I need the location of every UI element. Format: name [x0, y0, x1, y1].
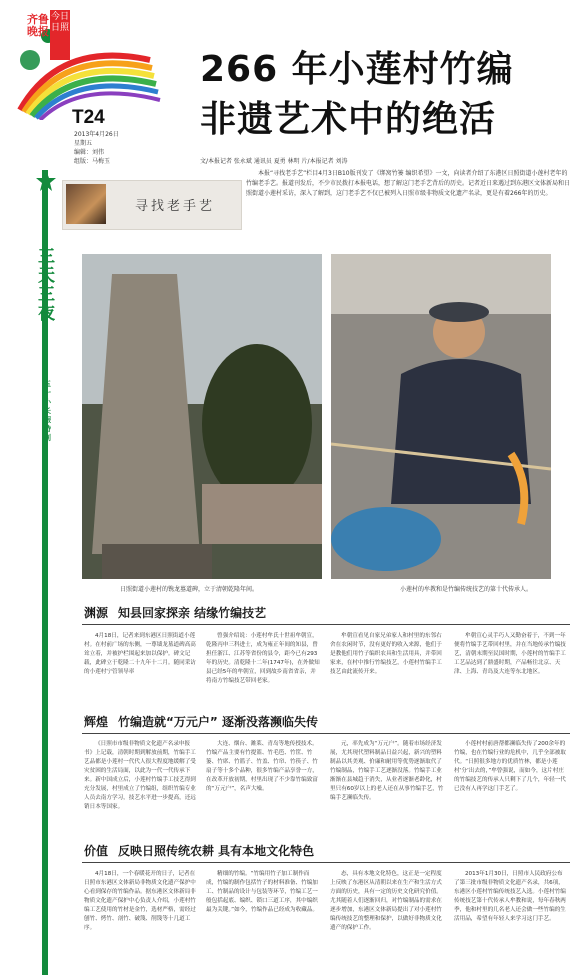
- section-origin-col-2: 曾强介绍说：小莲村牟氏十世祖牟朝宣，乾隆丙申三科进士，成为雍正年间的知县，曾担任浙江、江苏等省份的县令，距今已有293年的历史。清乾隆十二年(1747年)，在外做知县已经5年的牟朝宣，回到故乡南省省亲，并将南方竹编技艺带回老家。: [206, 633, 320, 684]
- stele-photo: [82, 254, 322, 579]
- section-glory-col-1: 《日照市市级非物质文化遗产名录申报书》上记载，清朝时期到解放前期，竹编手工艺品都是小莲村一代代人很大程度地缓解了受灾贫困的生活局面，以此为一代一代传承下来。新中国成立后，小莲村竹编手工技艺得到充分发展，村里成立了竹编组，组织竹编专业人员去南方学习，技艺水平进一步提高，还远销日本等国家。: [84, 741, 196, 810]
- page-number: T24: [72, 107, 105, 128]
- craftsman-thumbnail: [66, 184, 106, 224]
- section-title: 反映日照传统农耕 具有本地文化特色: [118, 844, 315, 858]
- headline: [200, 45, 575, 145]
- section-tag: 辉煌: [84, 715, 109, 729]
- section-rule: [82, 862, 570, 863]
- section-value-col-1: 4月18日，一个春暖花开的日子，记者在日照市东港区文体新局非物质文化遗产保护中心看到保存的竹编作品。据东港区文体新局非物质文化遗产保护中心负责人介绍，小莲村竹编工艺使用的竹材是金竹，选材严格，需经过刨竹、烤竹、剖竹、破篾、削篾等十几道工序。: [84, 871, 196, 931]
- issue-weekday: 星期五: [74, 140, 93, 147]
- rainbow-swirl-art: [0, 0, 170, 120]
- section-rule: [82, 624, 570, 625]
- section-value-col-3: 态，具有本地文化特色，这正是一定程度上反映了东港区从清朝以来在生产和生活方式方面的历史，具有一定的历史文化研究价值。尤其随着人们逐渐回归，对竹编制品的需求在逐步增加，东港区文体新局提出了对小莲村竹编传统技艺的整理和保护，以做好非物质文化遗产的保护工作。: [330, 871, 442, 931]
- today-tag: 今日日照: [50, 10, 70, 60]
- craftsman-photo: [331, 254, 551, 579]
- section-glory-col-3: 元，率先成为“万元户”。随着市场经济发展，尤其现代塑料制品日益兴起，新兴的塑料制品以其美观、价廉和耐用等优势逐渐取代了竹编制品，竹编手工艺逐渐没落。竹编手工业渐渐在县城趋于消失，从业者逐渐老龄化，村里只有60岁以上的老人还在从事竹编手艺，竹编手艺濒临失传。: [330, 741, 444, 801]
- paper-name: 齐鲁晚报: [27, 13, 49, 38]
- craftsman-photo-caption: 小莲村的牟教和是竹编传统技艺的第十代传承人。: [400, 586, 533, 593]
- section-rule: [82, 733, 570, 734]
- section-glory-col-2: 大连、烟台、潍莱、青岛等地传授技术。竹编产品主要有竹提篮、竹毛笆、竹筐、竹篓、竹席、竹篮子、竹盖、竹帘、竹筷子、竹扇子等十多个品种，很多竹编产品享誉一方，在改革开放初期，村里出现了不少靠竹编致富的“万元户”，名声大噪。: [206, 741, 318, 792]
- issue-date: 2013年4月26日: [74, 131, 119, 138]
- headline-line-2: 非遗艺术中的绝活: [200, 99, 497, 140]
- section-origin-col-4: 牟朝宣心灵手巧人又勤奋着于，不到一年便将竹编手艺带回村里，并在当地传承竹编技艺，清朝末期至民国时期，小莲村的竹编手工工艺品达到了鼎盛时期，产品畅往北京、天津、上海、青岛及大连等东北地区。: [454, 633, 566, 675]
- section-origin-col-3: 牟朝宣看见自家兄弟家人和村里的东邻右舍在农闲时节，没有更好的收入来源，他们于是教他们用竹子编织农具和生活用具，并带回家来，在村中推行竹编技艺，小莲村竹编手工技艺由此流传开来。: [330, 633, 442, 675]
- section-tag: 渊源: [84, 606, 109, 620]
- section-origin-col-1: 4月18日，记者来到东港区日照街道小莲村。在村前广场的东侧，一尊墙龙墓道碑高高耸立着，并被护栏围起来加以保护。碑文记载，此碑立于乾隆二十九年十二月。随同采访的小莲村宁管领导率: [84, 633, 196, 675]
- editor-credit: 编辑：刘伟: [74, 149, 105, 156]
- headline-line-1: 266 年小莲村竹编: [200, 49, 514, 90]
- section-value-col-2: 精细的竹编。“竹编用竹子加工制作而成，竹编的制作包括竹子的材料准备、竹编加工、竹制品的设计与包装等环节，竹编工艺一般包括起底、编织、锁口三道工序，其中编织最为关键。”如今，竹编作品已经成为收藏品。: [206, 871, 318, 913]
- section-glory-header: [82, 713, 570, 729]
- column-subtitle: 五一小长假特刊: [44, 380, 51, 442]
- section-title: 竹编造就“万元户” 逐渐没落濒临失传: [118, 715, 318, 729]
- section-glory-col-4: 小莲村村前唐帮都濒临失传了200余年的竹编，也在竹编行业的危机中，几乎全部被取代。“日照很多地方的优质竹林，都是小莲村‘分’出去的，”牟曾强说，而如今，这片村庄的竹编技艺的传承人只剩下了几个，年轻一代已没有人再学这门手艺了。: [454, 741, 566, 792]
- section-origin-header: [82, 604, 570, 620]
- section-value-col-4: 2013年1月30日，日照市人民政府公布了第三批市级非物质文化遗产名录，共6项，东港区小莲村竹编传统技艺入选。小莲村竹编传统技艺第十代传承人牟教和说，每年春秋两季，他和村里的几名老人还会做一些竹编的生活用品，希望有年轻人来学习这门手艺。: [454, 871, 566, 922]
- section-value-header: [82, 842, 570, 858]
- search-banner-label: 寻找老手艺: [135, 199, 216, 214]
- section-tag: 价值: [84, 844, 109, 858]
- layout-credit: 组版：马梅玉: [74, 158, 111, 165]
- column-name: 三天三夜: [38, 247, 55, 324]
- byline: 文/本报记者 张永斌 通讯员 夏勇 林明 片/本报记者 刘涛: [200, 158, 348, 165]
- issue-meta: [74, 130, 174, 166]
- stele-photo-caption: 日照街道小莲村的镌龙墓道碑，立于清朝乾隆年间。: [120, 586, 259, 593]
- intro-paragraph: 本报“寻找老手艺”栏目4月3日B10版刊发了《绑窝竹篓 编织希望》一文，向读者介绍了东港区日照街道小莲村老年的竹编老手艺。报道刊发后，不少市民拨打本报电话，想了解这门老手艺背后的历史。记者近日来遇过到东港区文体新局和日照街道小莲村采访，深入了解到，这门老手艺不仅已被列入日照市级非物质文化遗产名录，更是有着266年的历史。: [246, 170, 571, 197]
- section-title: 知县回家探亲 结缘竹编技艺: [118, 606, 267, 620]
